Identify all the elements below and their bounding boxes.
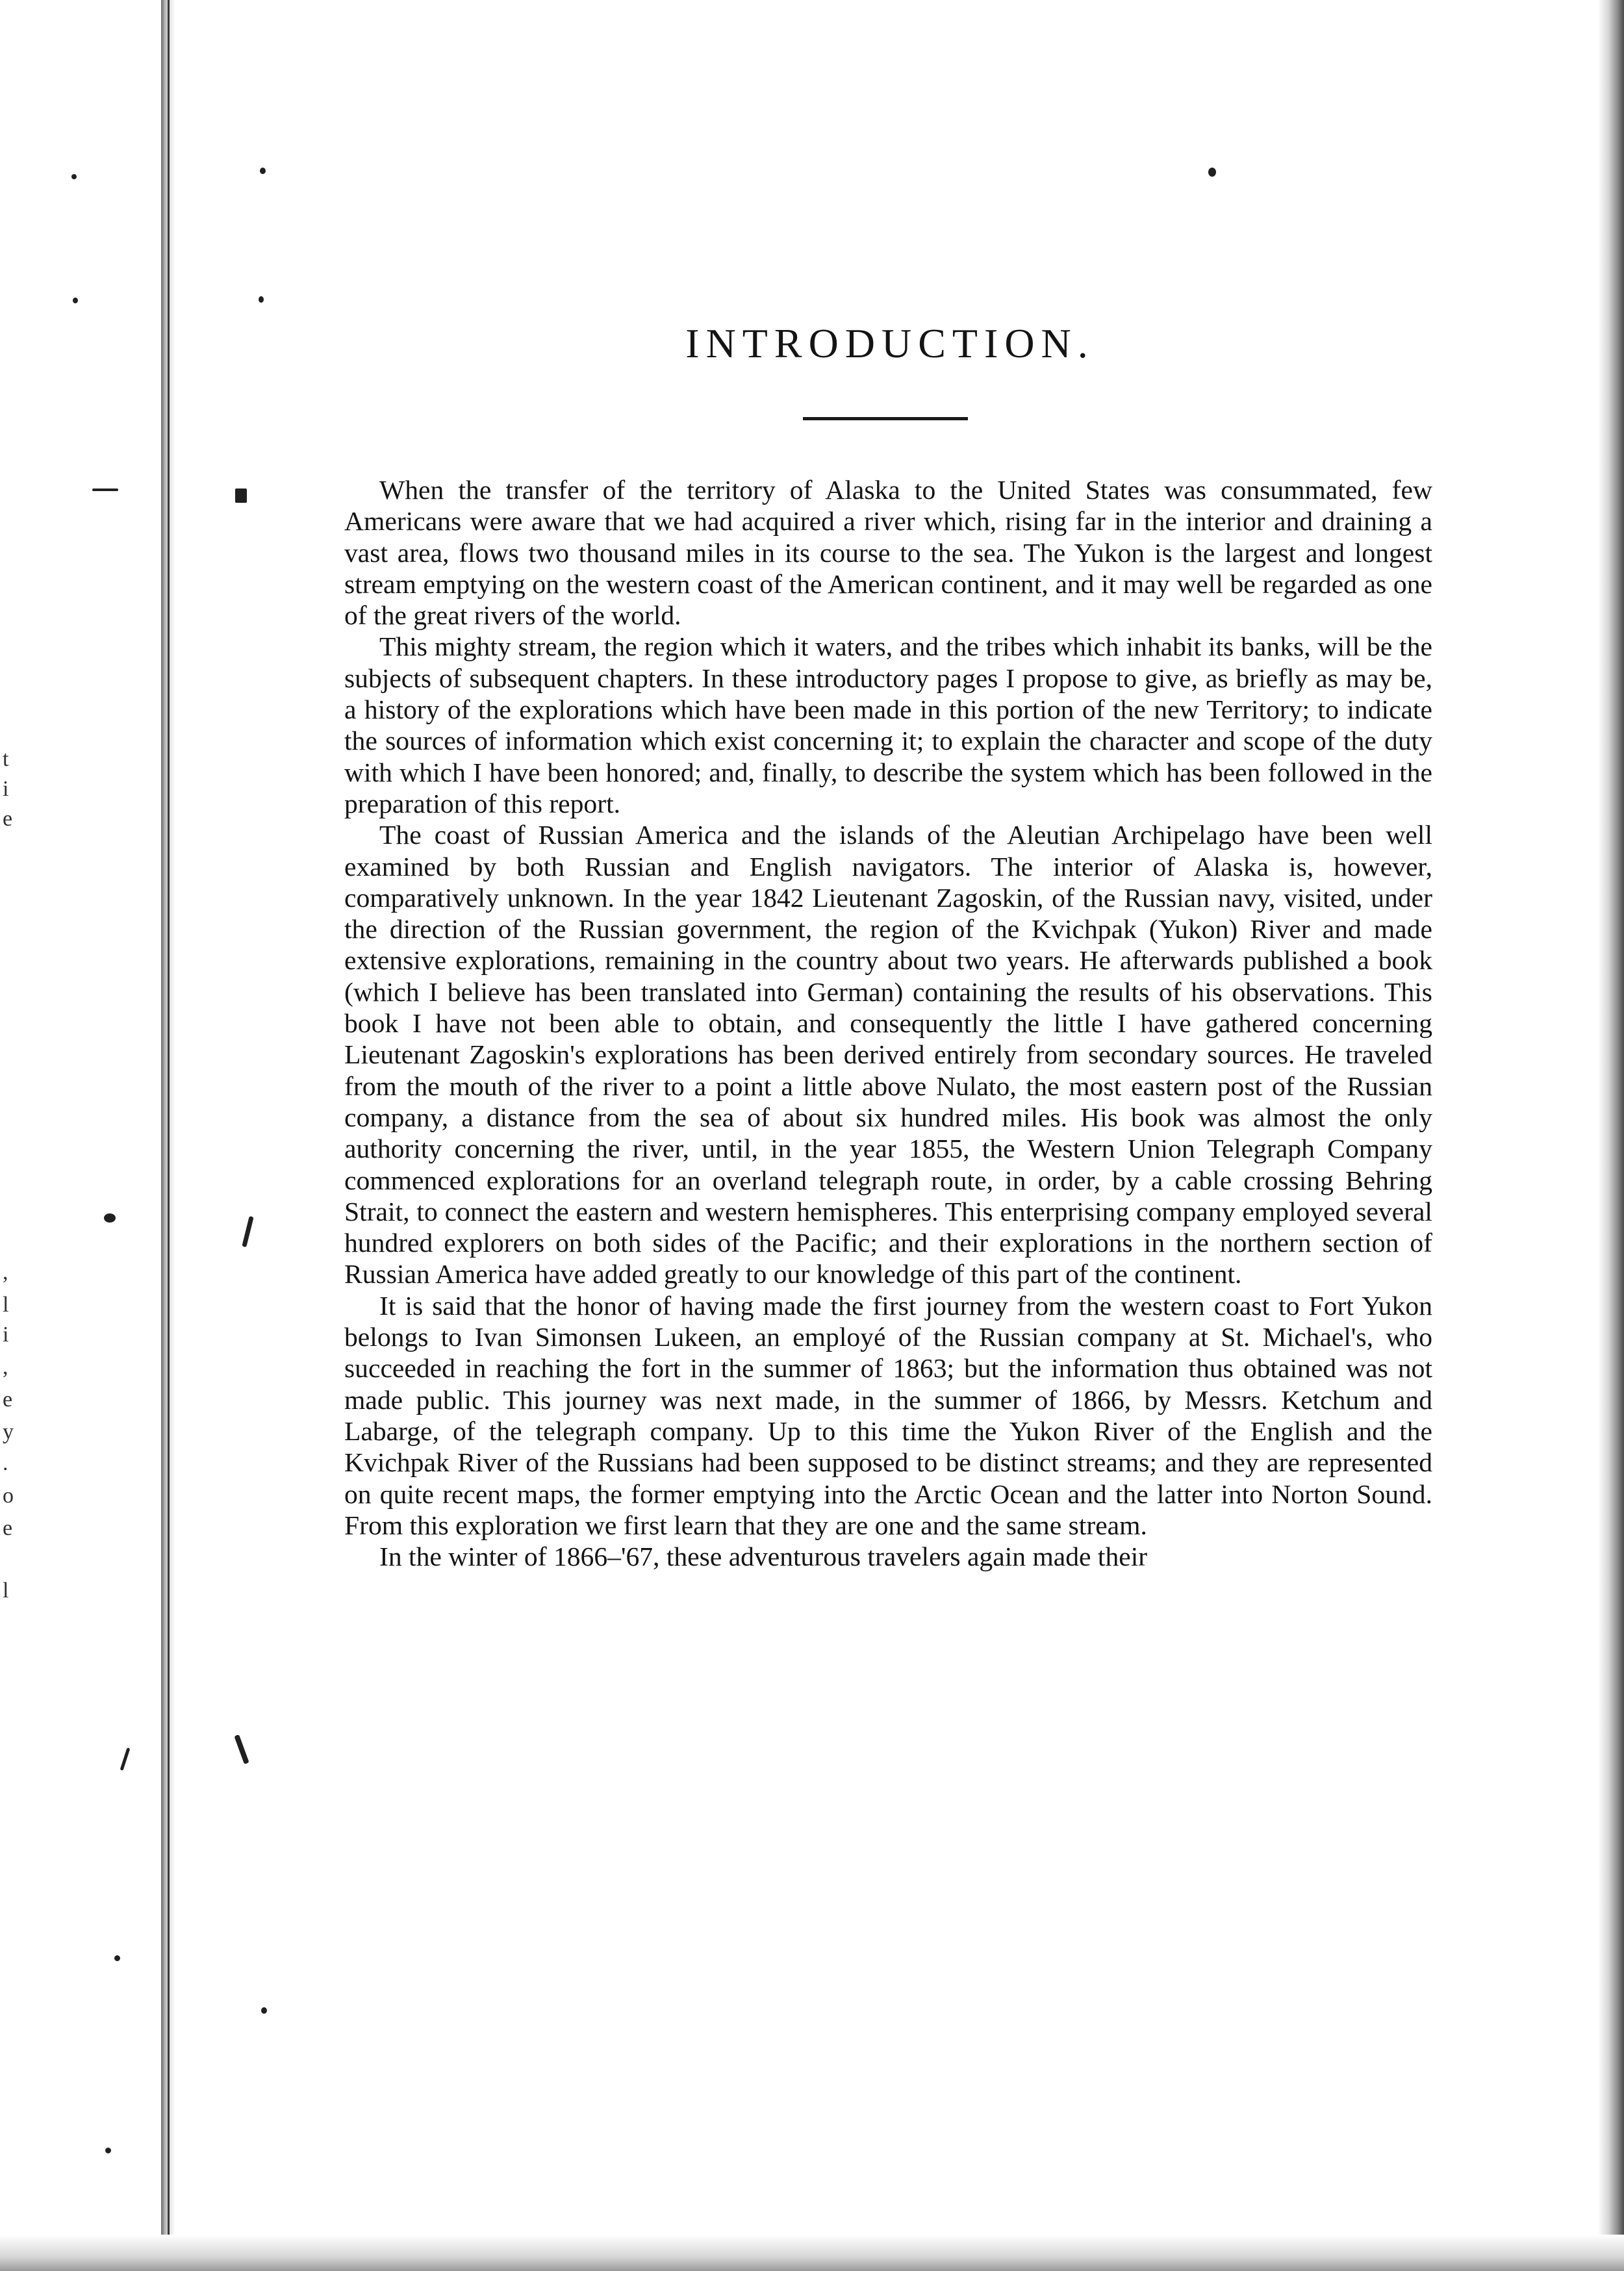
- margin-fragment: y: [3, 1420, 14, 1444]
- body-text: [344, 474, 1432, 1572]
- scan-speck: [92, 488, 118, 491]
- margin-fragment: ,: [3, 1355, 8, 1379]
- scan-speck: [73, 298, 78, 303]
- scan-speck: [242, 1216, 253, 1247]
- scan-speck: [105, 2148, 111, 2153]
- paragraph: The coast of Russian America and the islands of the Aleutian Archipelago have been well examined by both Russian and English navigators. The interior of Alaska is, however, comparatively unknown. In the year 1842 Lieutenant Zagoskin, of the Russian navy, visited, under the direction of the Russian government, the region of the Kvichpak (Yukon) River and made extensive explorations, remaining in the country about two years. He afterwards published a book (which I believe has been translated into German) containing the results of his observations. This book I have not been able to obtain, and consequently the little I have gathered concerning Lieutenant Zagoskin's explorations has been derived entirely from secondary sources. He traveled from the mouth of the river to a point a little above Nulato, the most eastern post of the Russian company, a distance from the sea of about six hundred miles. His book was almost the only authority concerning the river, until, in the year 1855, the Western Union Telegraph Company commenced explorations for an overland telegraph route, in order, by a cable crossing Behring Strait, to connect the eastern and western hemispheres. This enterprising company employed several hundred explorers on both sides of the Pacific; and their explorations in the northern section of Russian America have added greatly to our knowledge of this part of the continent.: [344, 820, 1432, 1289]
- paragraph: This mighty stream, the region which it waters, and the tribes which inhabit its banks, will be the subjects of subsequent chapters. In these introductory pages I propose to give, as briefly as may be, a history of the explorations which have been made in this portion of the new Territory; to indicate the sources of information which exist concerning it; to explain the character and scope of the duty with which I have been honored; and, finally, to describe the system which has been followed in the preparation of this report.: [344, 631, 1432, 818]
- margin-fragment: i: [3, 777, 9, 801]
- scan-speck: [259, 296, 264, 303]
- margin-fragment: l: [3, 1579, 9, 1603]
- scan-speck: [104, 1213, 116, 1223]
- scan-speck: [120, 1747, 131, 1771]
- margin-fragment: .: [3, 1451, 8, 1475]
- heading-rule: [803, 417, 968, 420]
- scan-speck: [260, 168, 266, 174]
- margin-fragment: o: [3, 1484, 14, 1508]
- margin-fragment: e: [3, 1516, 13, 1540]
- margin-fragment: l: [3, 1293, 9, 1317]
- scan-speck: [261, 2007, 267, 2014]
- paragraph: When the transfer of the territory of Alaska to the United States was consummated, few Americans were aware that we had acquired a river which, rising far in the interior and draining a vast area, flows two thousand miles in its course to the sea. The Yukon is the largest and longest stream emptying on the western coast of the American continent, and it may well be regarded as one of the great rivers of the world.: [344, 475, 1432, 631]
- margin-fragment: e: [3, 1388, 13, 1412]
- margin-fragment: ,: [3, 1260, 8, 1284]
- scan-speck: [234, 1734, 249, 1764]
- scan-speck: [71, 174, 77, 179]
- margin-fragment: i: [3, 1323, 9, 1347]
- scan-speck: [114, 1955, 120, 1961]
- margin-fragment: e: [3, 807, 13, 831]
- page-bottom-edge: [0, 2235, 1624, 2271]
- gutter-line: [168, 0, 170, 2271]
- scan-speck: [235, 488, 247, 503]
- paragraph: In the winter of 1866–'67, these adventurous travelers again made their: [379, 1541, 1148, 1572]
- book-gutter: [161, 0, 175, 2271]
- paragraph: It is said that the honor of having made the first journey from the western coast to Fort Yukon belongs to Ivan Simonsen Lukeen, an employé of the Russian company at St. Michael's, who succeeded in reaching the fort in the summer of 1863; but the information thus obtained was not made public. This journey was next made, in the summer of 1866, by Messrs. Ketchum and Labarge, of the telegraph company. Up to this time the Yukon River of the English and the Kvichpak River of the Russians had been supposed to be distinct streams; and they are represented on quite recent maps, the former emptying into the Arctic Ocean and the latter into Norton Sound. From this exploration we first learn that they are one and the same stream.: [344, 1290, 1432, 1540]
- margin-fragment: t: [3, 747, 9, 771]
- chapter-heading: INTRODUCTION.: [685, 320, 1095, 366]
- page-right-edge: [1598, 0, 1624, 2271]
- scan-speck: [1208, 168, 1216, 177]
